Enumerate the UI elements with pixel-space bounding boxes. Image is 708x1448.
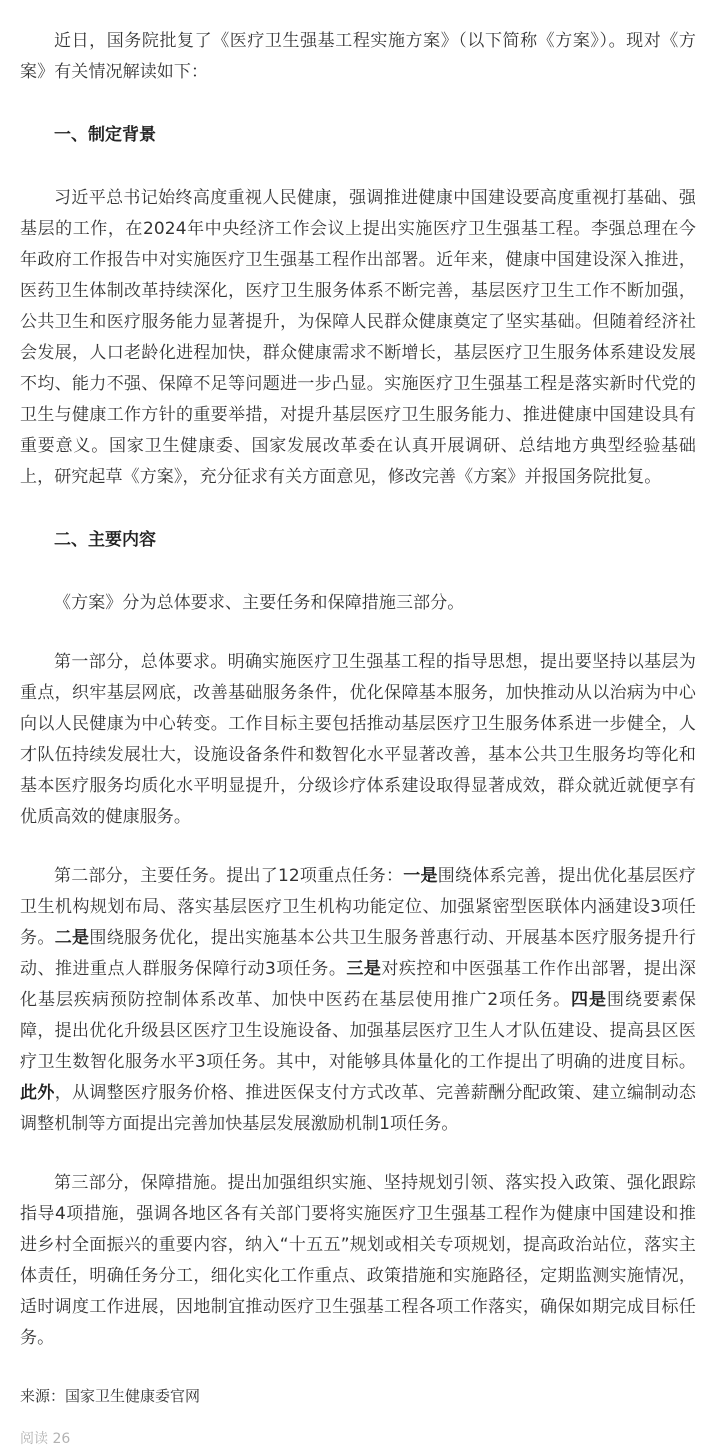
item-one-text: 围绕体系完善，提出优化基层医疗卫生机构规划布局、落实基层医疗卫生机构功能定位、加强紧密型医联体内涵建设3项任务。: [20, 866, 697, 948]
item-two-text: 围绕服务优化，提出实施基本公共卫生服务普惠行动、开展基本医疗服务提升行动、推进重点人群服务保障行动3项任务。: [20, 928, 697, 979]
background-paragraph: 习近平总书记始终高度重视人民健康，强调推进健康中国建设要高度重视打基础、强基层的工作，在2024年中央经济工作会议上提出实施医疗卫生强基工程。李强总理在今年政府工作报告中对实施医疗卫生强基工程作出部署。近年来，健康中国建设深入推进，医药卫生体制改革持续深化，医疗卫生服务体系不断完善，基层医疗卫生工作不断加强，公共卫生和医疗服务能力显著提升，为保障人民群众健康奠定了坚实基础。但随着经济社会发展，人口老龄化进程加快，群众健康需求不断增长，基层医疗卫生服务体系建设发展不均、能力不强、保障不足等问题进一步凸显。实施医疗卫生强基工程是落实新时代党的卫生与健康工作方针的重要举措，对提升基层医疗卫生服务能力、推进健康中国建设具有重要意义。国家卫生健康委、国家发展改革委在认真开展调研、总结地方典型经验基础上，研究起草《方案》，充分征求有关方面意见，修改完善《方案》并报国务院批复。: [20, 188, 696, 487]
overview-paragraph: 《方案》分为总体要求、主要任务和保障措施三部分。: [54, 593, 465, 613]
source-line: 来源：国家卫生健康委官网: [20, 1387, 201, 1405]
item-four-label: 四是: [571, 990, 607, 1010]
item-additional-text: ，从调整医疗服务价格、推进医保支付方式改革、完善薪酬分配政策、建立编制动态调整机制等方面提出完善加快基层发展激励机制1项任务。: [20, 1083, 697, 1134]
item-three-text: 对疾控和中医强基工作作出部署，提出深化基层疾病预防控制体系改革、加快中医药在基层使用推广2项任务。: [20, 959, 697, 1010]
article-body: [20, 26, 696, 1410]
item-additional-label: 此外: [20, 1083, 55, 1103]
part2-paragraph: [20, 861, 696, 1140]
part1-paragraph: 第一部分，总体要求。明确实施医疗卫生强基工程的指导思想，提出要坚持以基层为重点，织牢基层网底，改善基础服务条件，优化保障基本服务，加快推动从以治病为中心向以人民健康为中心转变。工作目标主要包括推动基层医疗卫生服务体系进一步健全，人才队伍持续发展壮大，设施设备条件和数智化水平显著改善，基本公共卫生服务均等化和基本医疗服务均质化水平明显提升，分级诊疗体系建设取得显著成效，群众就近就便享有优质高效的健康服务。: [20, 652, 696, 827]
section-heading-main-content: 二、主要内容: [54, 530, 156, 550]
part2-lead: 第二部分，主要任务。提出了12项重点任务：: [54, 866, 404, 886]
part3-paragraph: 第三部分，保障措施。提出加强组织实施、坚持规划引领、落实投入政策、强化跟踪指导4项措施，强调各地区各有关部门要将实施医疗卫生强基工程作为健康中国建设和推进乡村全面振兴的重要内容，纳入“十五五”规划或相关专项规划，提高政治站位，落实主体责任，明确任务分工，细化实化工作重点、政策措施和实施路径，定期监测实施情况，适时调度工作进展，因地制宜推动医疗卫生强基工程各项工作落实，确保如期完成目标任务。: [20, 1173, 696, 1348]
intro-paragraph: 近日，国务院批复了《医疗卫生强基工程实施方案》（以下简称《方案》）。现对《方案》有关情况解读如下：: [20, 31, 696, 82]
section-heading-background: 一、制定背景: [54, 125, 156, 145]
item-one-label: 一是: [403, 866, 438, 886]
item-four-text: 围绕要素保障，提出优化升级县区医疗卫生设施设备、加强基层医疗卫生人才队伍建设、提高县区医疗卫生数智化服务水平3项任务。其中，对能够具体量化的工作提出了明确的进度目标。: [20, 990, 696, 1072]
read-count: 阅读 26: [20, 1431, 71, 1447]
item-two-label: 二是: [54, 928, 90, 948]
item-three-label: 三是: [346, 959, 382, 979]
